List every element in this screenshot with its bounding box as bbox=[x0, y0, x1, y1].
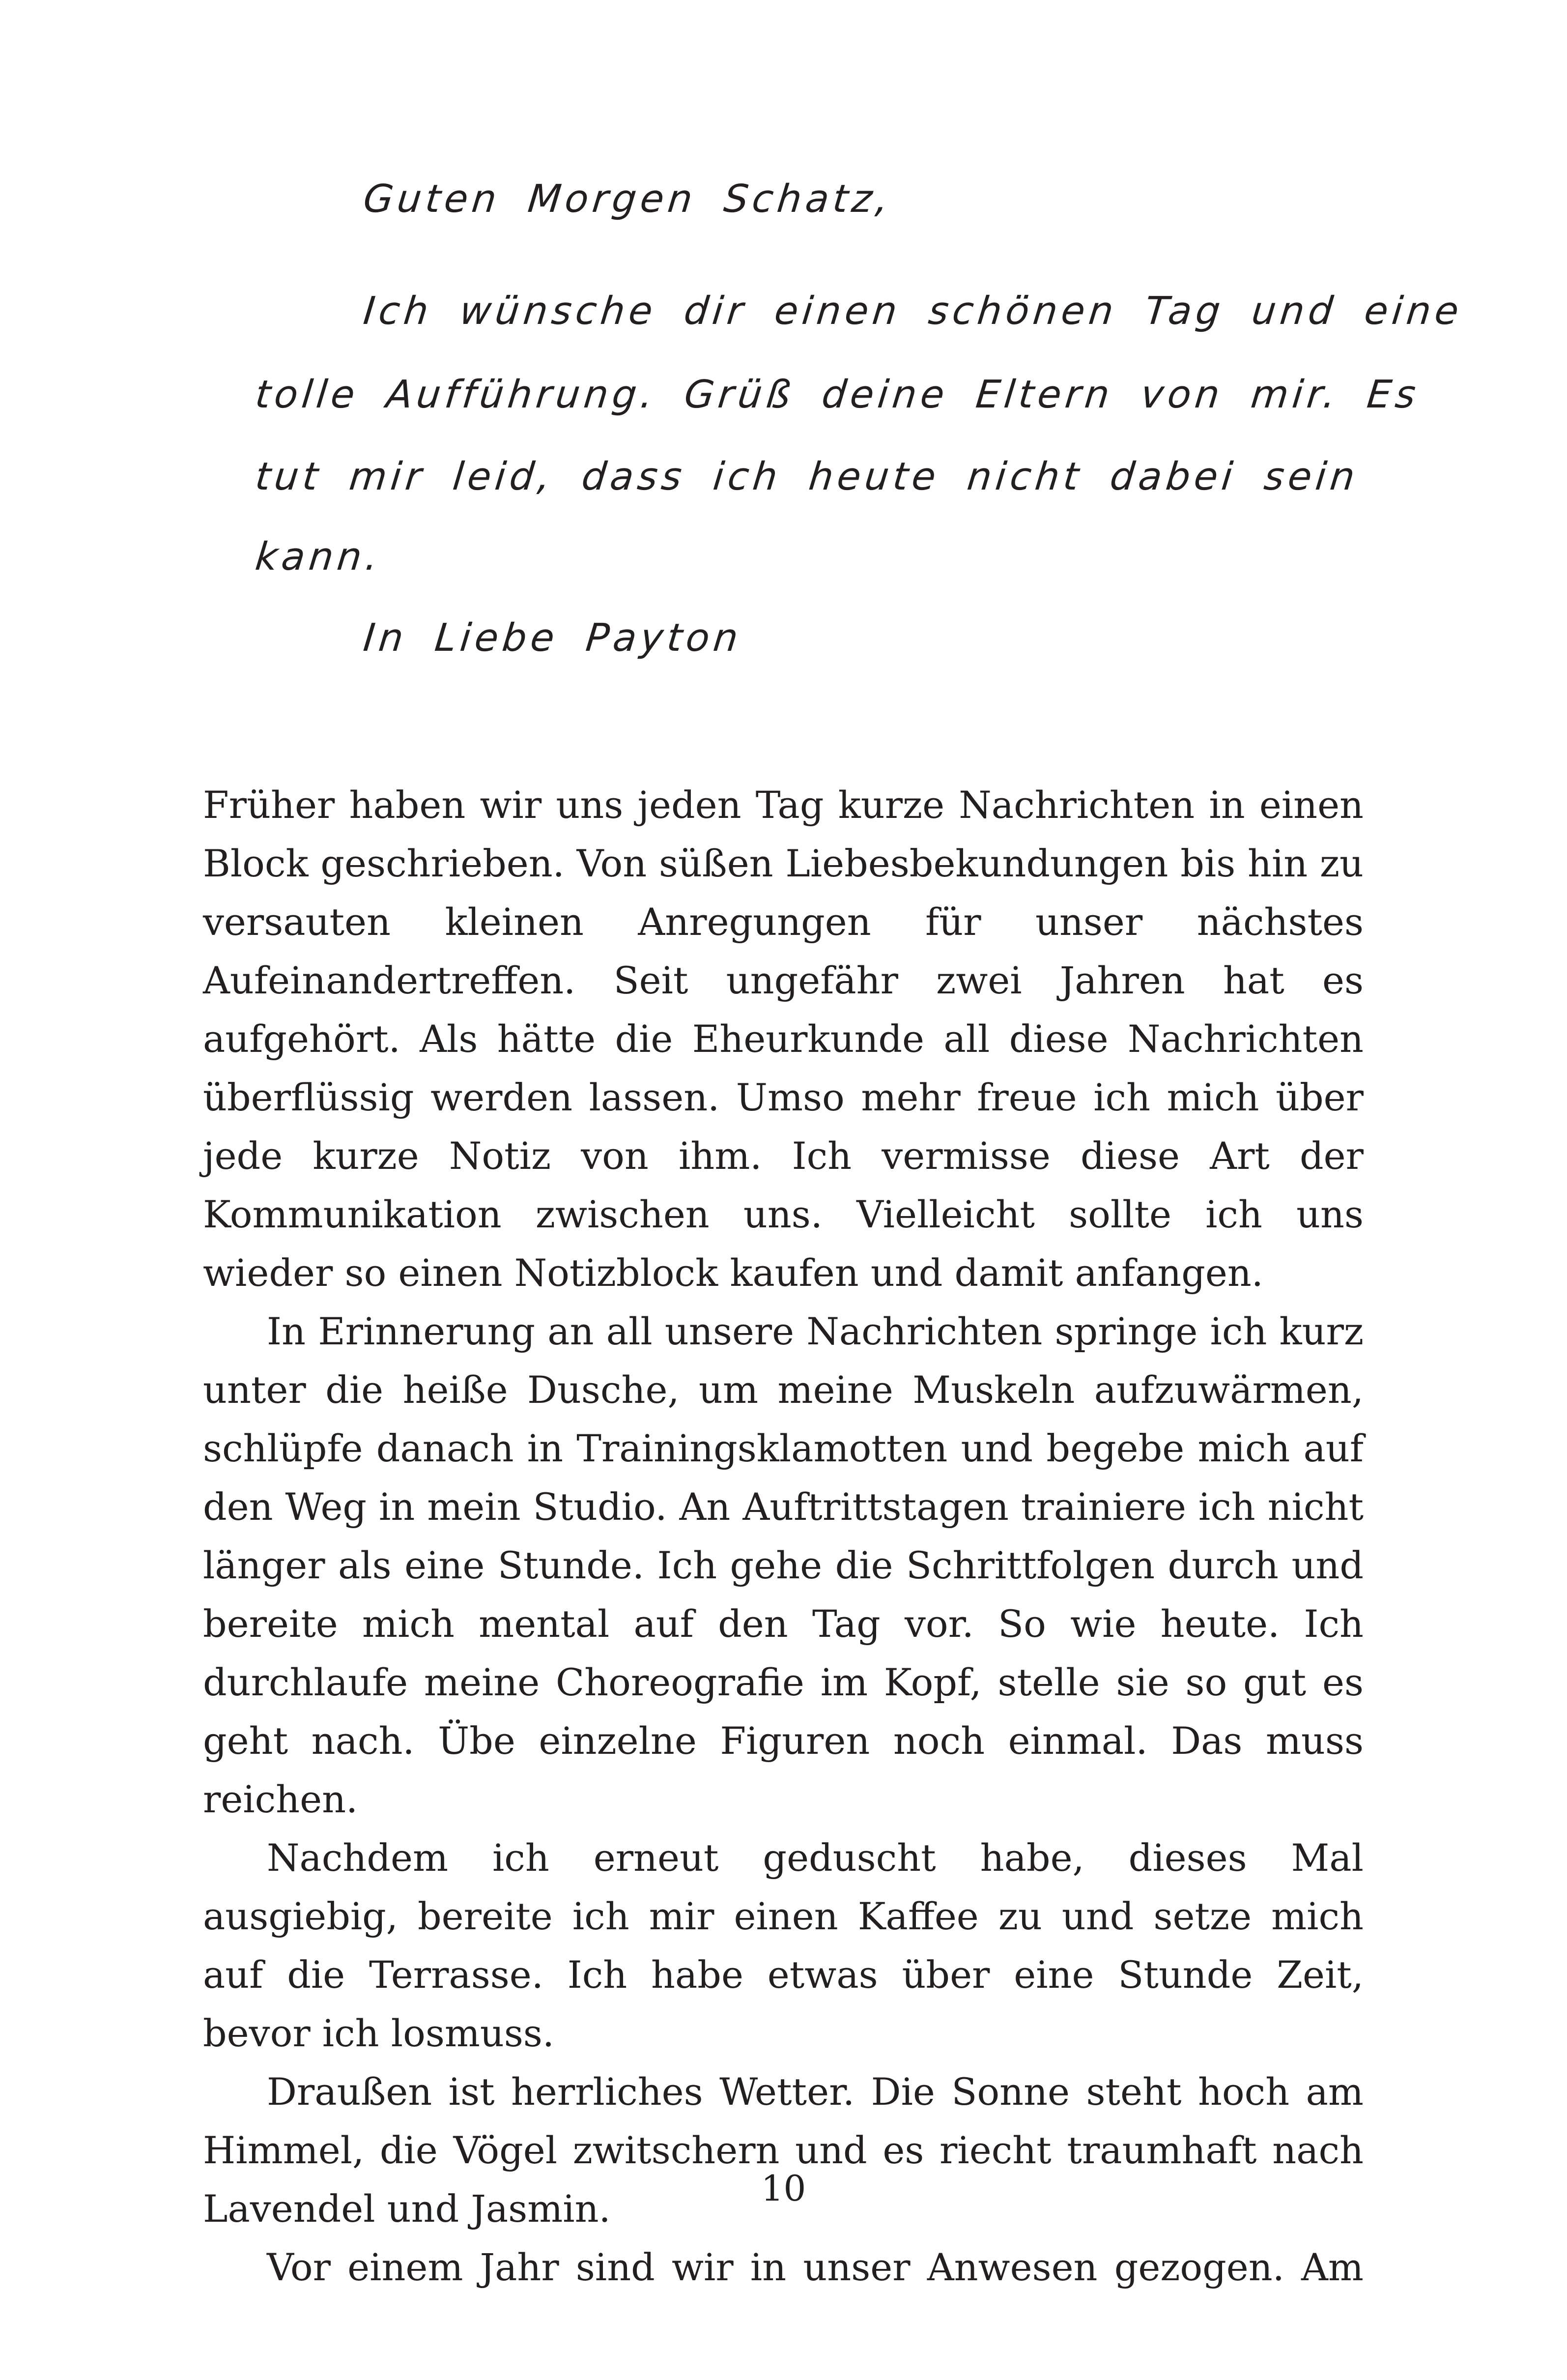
paragraph: Draußen ist herrliches Wetter. Die Sonne steht hoch am Himmel, die Vögel zwitschern und es riecht traumhaft nach Lavendel und Jasmin. bbox=[203, 2070, 1364, 2231]
note-signoff: In Liebe Payton bbox=[361, 616, 744, 660]
paragraph: In Erinnerung an all unsere Nachrichten springe ich kurz unter die heiße Dusche, um meine Muskeln aufzuwärmen, schlüpfe danach in Trainingsklamotten und begebe mich auf den Weg in mein Studio. An Auftrittstagen trainiere ich nicht länger als eine Stunde. Ich gehe die Schrittfolgen durch und bereite mich mental auf den Tag vor. So wie heute. Ich durchlaufe meine Choreografie im Kopf, stelle sie so gut es geht nach. Übe einzelne Figuren noch einmal. Das muss reichen. bbox=[203, 1309, 1364, 1821]
note-line: kann. bbox=[253, 535, 384, 579]
note-greeting: Guten Morgen Schatz, bbox=[361, 177, 895, 221]
note-line: Ich wünsche dir einen schönen Tag und eine bbox=[361, 289, 1465, 333]
body-text bbox=[203, 776, 1364, 2296]
paragraph: Früher haben wir uns jeden Tag kurze Nachrichten in einen Block geschrieben. Von süßen Liebesbekundungen bis hin zu versauten kleinen Anregungen für unser nächstes Aufeinandertreffen. Seit ungefähr zwei Jahren hat es aufgehört. Als hätte die Eheurkunde all diese Nachrichten überflüssig werden lassen. Umso mehr freue ich mich über jede kurze Notiz von ihm. Ich vermisse diese Art der Kommunikation zwischen uns. Vielleicht sollte ich uns wieder so einen Notizblock kaufen und damit anfangen. bbox=[203, 783, 1364, 1295]
note-line: tut mir leid, dass ich heute nicht dabei sein bbox=[253, 455, 1361, 499]
note-line: tolle Aufführung. Grüß deine Eltern von mir. Es bbox=[253, 373, 1422, 417]
paragraph: Nachdem ich erneut geduscht habe, dieses Mal ausgiebig, bereite ich mir einen Kaffee zu und setze mich auf die Terrasse. Ich habe etwas über eine Stunde Zeit, bevor ich losmuss. bbox=[203, 1836, 1364, 2055]
paragraph: Vor einem Jahr sind wir in unser Anwesen gezogen. Am bbox=[267, 2245, 1364, 2289]
page-number: 10 bbox=[761, 2168, 806, 2209]
